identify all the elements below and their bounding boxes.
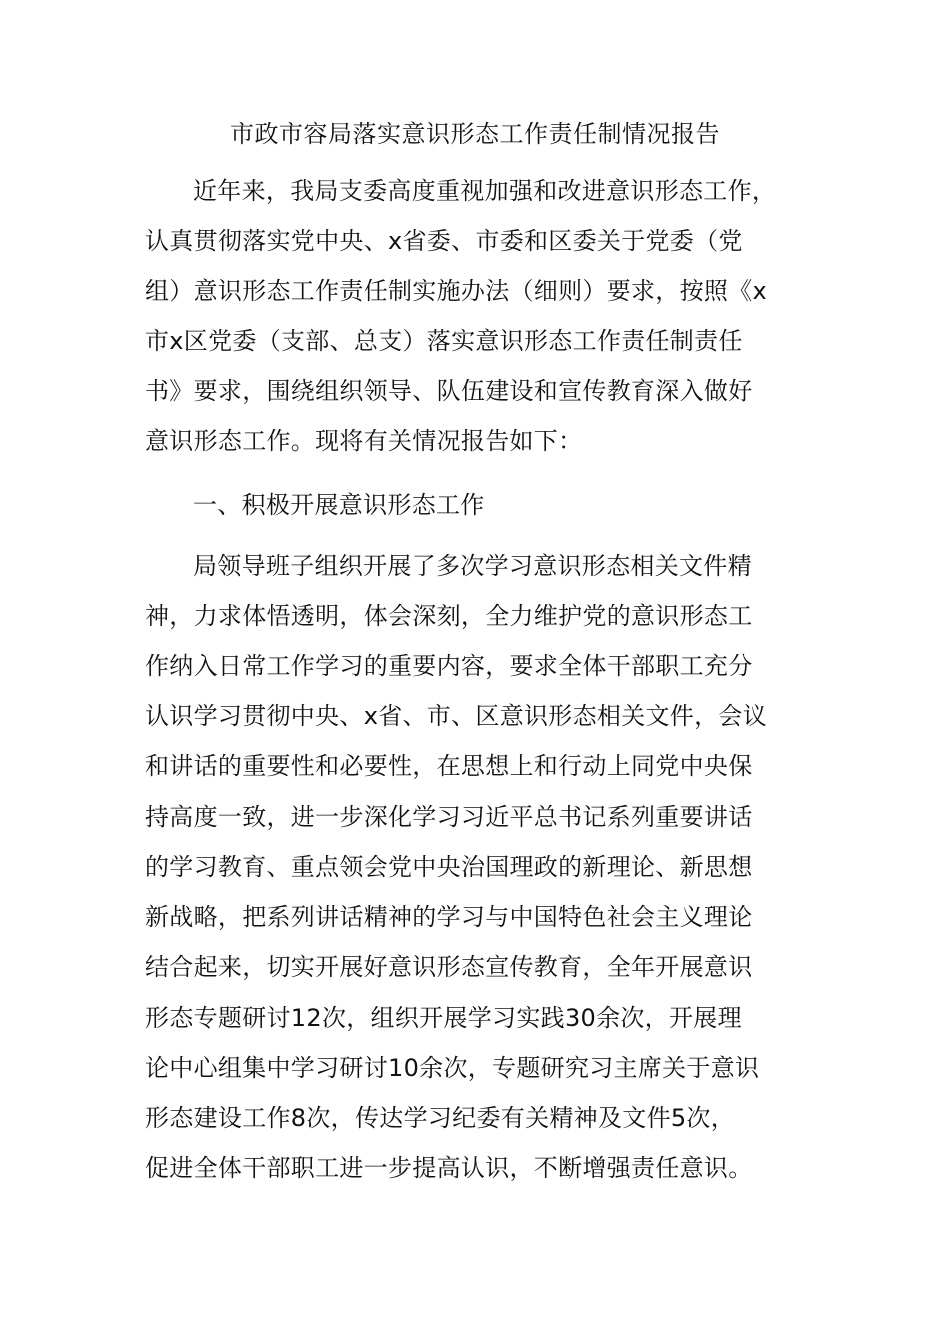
paragraph-line: 近年来，我局支委高度重视加强和改进意识形态工作， xyxy=(193,177,777,205)
paragraph-line: 神，力求体悟透明，体会深刻，全力维护党的意识形态工 xyxy=(145,602,753,630)
section-heading: 一、积极开展意识形态工作 xyxy=(193,491,485,519)
paragraph-line: 认真贯彻落实党中央、x省委、市委和区委关于党委（党 xyxy=(145,227,743,255)
document-title: 市政市容局落实意识形态工作责任制情况报告 xyxy=(230,120,720,148)
paragraph-line: 论中心组集中学习研讨10余次，专题研究习主席关于意识 xyxy=(145,1054,760,1082)
paragraph-line: 书》要求，围绕组织领导、队伍建设和宣传教育深入做好 xyxy=(145,377,753,405)
paragraph-line: 作纳入日常工作学习的重要内容，要求全体干部职工充分 xyxy=(145,652,753,680)
paragraph-line: 形态专题研讨12次，组织开展学习实践30余次，开展理 xyxy=(145,1004,742,1032)
paragraph-line: 市x区党委（支部、总支）落实意识形态工作责任制责任 xyxy=(145,327,743,355)
paragraph-line: 局领导班子组织开展了多次学习意识形态相关文件精 xyxy=(193,552,752,580)
paragraph-line: 认识学习贯彻中央、x省、市、区意识形态相关文件，会议 xyxy=(145,702,768,730)
paragraph-line: 和讲话的重要性和必要性，在思想上和行动上同党中央保 xyxy=(145,752,753,780)
paragraph-line: 新战略，把系列讲话精神的学习与中国特色社会主义理论 xyxy=(145,903,753,931)
paragraph-line: 意识形态工作。现将有关情况报告如下： xyxy=(145,427,583,455)
paragraph-line: 组）意识形态工作责任制实施办法（细则）要求，按照《x xyxy=(145,277,768,305)
paragraph-line: 的学习教育、重点领会党中央治国理政的新理论、新思想 xyxy=(145,853,753,881)
paragraph-line: 持高度一致，进一步深化学习习近平总书记系列重要讲话 xyxy=(145,803,753,831)
paragraph-line: 促进全体干部职工进一步提高认识，不断增强责任意识。 xyxy=(145,1154,753,1182)
paragraph-line: 结合起来，切实开展好意识形态宣传教育，全年开展意识 xyxy=(145,953,753,981)
paragraph-line: 形态建设工作8次，传达学习纪委有关精神及文件5次， xyxy=(145,1104,736,1132)
